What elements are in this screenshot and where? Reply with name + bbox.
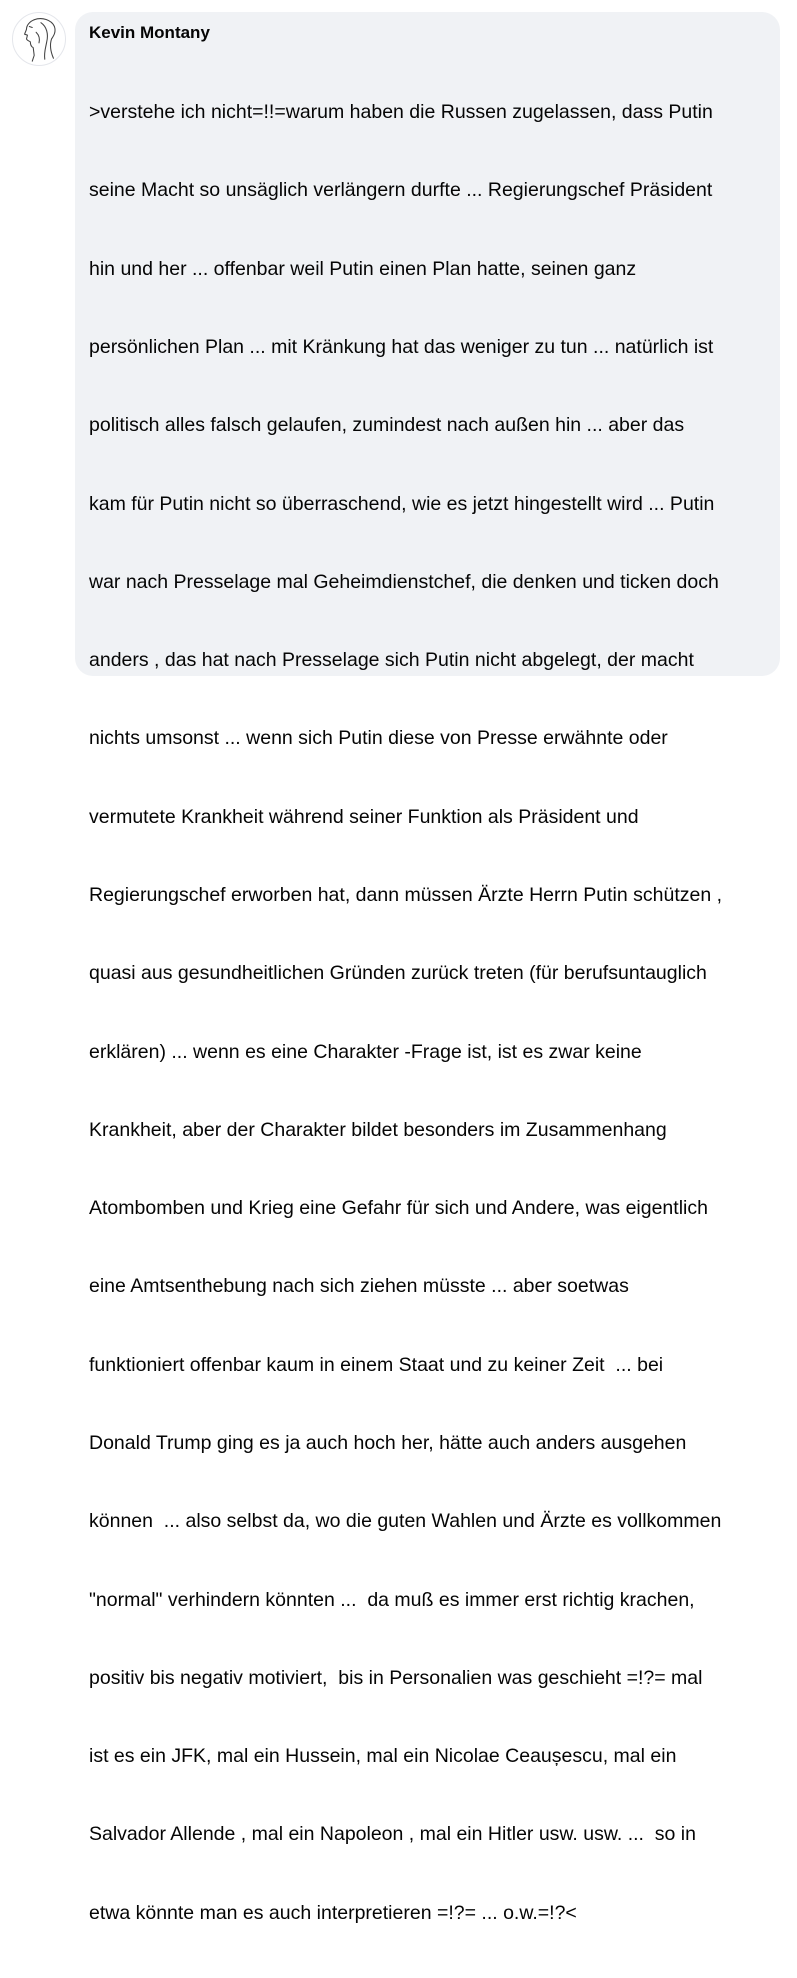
comment-line: funktioniert offenbar kaum in einem Staat und zu keiner Zeit ... bei xyxy=(89,1353,664,1376)
sketch-face-profile-icon xyxy=(13,13,65,65)
comment-line: ist es ein JFK, mal ein Hussein, mal ein Nicolae Ceaușescu, mal ein xyxy=(89,1745,677,1768)
comment-line: Krankheit, aber der Charakter bildet besonders im Zusammenhang xyxy=(89,1118,667,1141)
comment-line: können ... also selbst da, wo die guten Wahlen und Ärzte es vollkommen xyxy=(89,1510,722,1533)
avatar[interactable] xyxy=(12,12,66,66)
comment-line: "normal" verhindern könnten ... da muß es immer erst richtig krachen, xyxy=(89,1588,695,1611)
comment-bubble xyxy=(75,12,780,1924)
comment-line: >verstehe ich nicht=!!=warum haben die Russen zugelassen, dass Putin xyxy=(89,101,713,124)
comment-line: war nach Presselage mal Geheimdienstchef, die denken und ticken doch xyxy=(89,570,719,593)
comment-line: Regierungschef erworben hat, dann müssen Ärzte Herrn Putin schützen , xyxy=(89,884,723,906)
comment-line: seine Macht so unsäglich verlängern durfte ... Regierungschef Präsident xyxy=(89,179,713,202)
comment-line: Salvador Allende , mal ein Napoleon , mal ein Hitler usw. usw. ... so in xyxy=(89,1823,696,1846)
comment-author-name[interactable]: Kevin Montany xyxy=(89,23,210,42)
comment-line: etwa könnte man es auch interpretieren =!?= ... o.w.=!?< xyxy=(89,1901,577,1924)
comment-line: hin und her ... offenbar weil Putin einen Plan hatte, seinen ganz xyxy=(89,257,637,280)
comment-line: positiv bis negativ motiviert, bis in Personalien was geschieht =!?= mal xyxy=(89,1666,703,1689)
comment-body xyxy=(89,47,766,1978)
comment-line: persönlichen Plan ... mit Kränkung hat das weniger zu tun ... natürlich ist xyxy=(89,336,714,359)
comment-line: anders , das hat nach Presselage sich Putin nicht abgelegt, der macht xyxy=(89,649,694,672)
comment-line: nichts umsonst ... wenn sich Putin diese von Presse erwähnte oder xyxy=(89,727,668,750)
comment-line: kam für Putin nicht so überraschend, wie es jetzt hingestellt wird ... Putin xyxy=(89,492,715,515)
comment-line: vermutete Krankheit während seiner Funktion als Präsident und xyxy=(89,805,639,828)
comment-line: quasi aus gesundheitlichen Gründen zurück treten (für berufsuntauglich xyxy=(89,962,707,985)
comment-line: Atombomben und Krieg eine Gefahr für sich und Andere, was eigentlich xyxy=(89,1197,708,1220)
comment-line: eine Amtsenthebung nach sich ziehen müsste ... aber soetwas xyxy=(89,1275,629,1298)
comment-line: erklären) ... wenn es eine Charakter -Frage ist, ist es zwar keine xyxy=(89,1040,642,1063)
comment-line: Donald Trump ging es ja auch hoch her, hätte auch anders ausgehen xyxy=(89,1431,687,1454)
comment-line: politisch alles falsch gelaufen, zumindest nach außen hin ... aber das xyxy=(89,414,685,437)
